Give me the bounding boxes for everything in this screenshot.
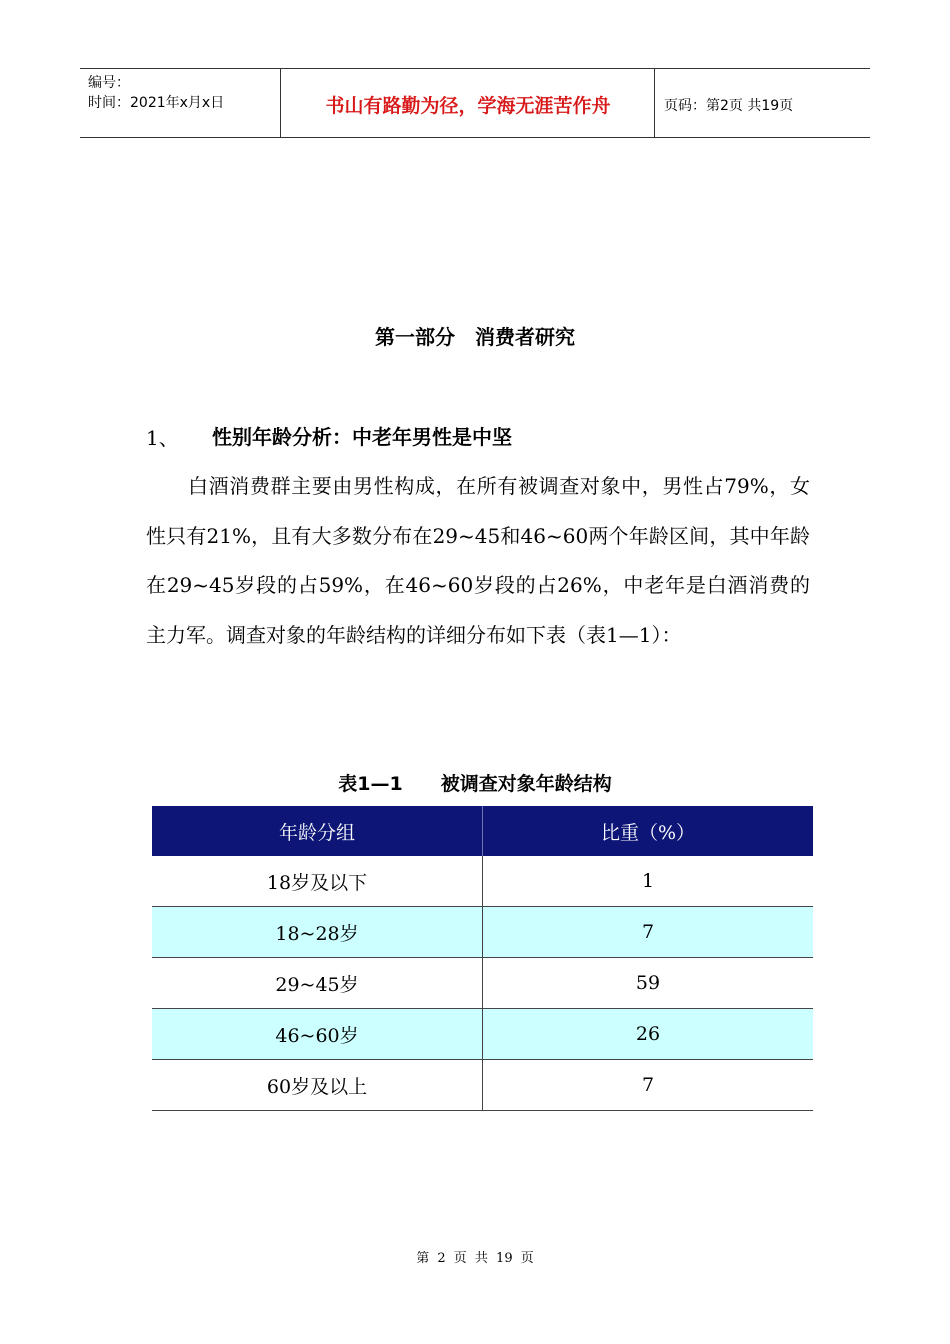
- age-group-cell: 18~28岁: [152, 907, 483, 958]
- body-paragraph: 白酒消费群主要由男性构成，在所有被调查对象中，男性占79%，女性只有21%，且有大多数分布在29~45和46~60两个年龄区间，其中年龄在29~45岁段的占59%，在46~60岁段的占26%，中老年是白酒消费的主力军。调查对象的年龄结构的详细分布如下表（表1—1）：: [146, 474, 810, 647]
- table-row: [152, 856, 813, 907]
- table-row: [152, 907, 813, 958]
- header-divider: [654, 69, 655, 137]
- time-label: 时间：2021年x月x日: [88, 95, 225, 111]
- age-group-cell: 18岁及以下: [152, 856, 483, 907]
- header-meta: [88, 73, 224, 113]
- column-header-age-group: 年龄分组: [152, 806, 483, 856]
- percentage-cell: 26: [483, 1009, 814, 1060]
- table-header-row: [152, 806, 813, 856]
- percentage-cell: 7: [483, 1060, 814, 1111]
- header-divider: [280, 69, 281, 137]
- document-header: [80, 68, 870, 138]
- header-motto: 书山有路勤为径，学海无涯苦作舟: [325, 95, 611, 117]
- age-structure-table: [152, 806, 813, 1111]
- table-row: [152, 1009, 813, 1060]
- header-page-info: 页码：第2页 共19页: [664, 98, 794, 114]
- serial-label: 编号：: [88, 75, 130, 91]
- subsection-title: 性别年龄分析：中老年男性是中坚: [212, 425, 512, 449]
- table-row: [152, 958, 813, 1009]
- percentage-cell: 1: [483, 856, 814, 907]
- column-header-percentage: 比重（%）: [483, 806, 814, 856]
- percentage-cell: 7: [483, 907, 814, 958]
- table-caption: 表1—1 被调查对象年龄结构: [338, 773, 612, 795]
- page-footer: 第 2 页 共 19 页: [416, 1251, 534, 1266]
- subsection-number: 1、: [146, 426, 179, 450]
- table-row: [152, 1060, 813, 1111]
- percentage-cell: 59: [483, 958, 814, 1009]
- age-group-cell: 46~60岁: [152, 1009, 483, 1060]
- section-title: 第一部分 消费者研究: [375, 325, 575, 349]
- age-group-cell: 60岁及以上: [152, 1060, 483, 1111]
- age-group-cell: 29~45岁: [152, 958, 483, 1009]
